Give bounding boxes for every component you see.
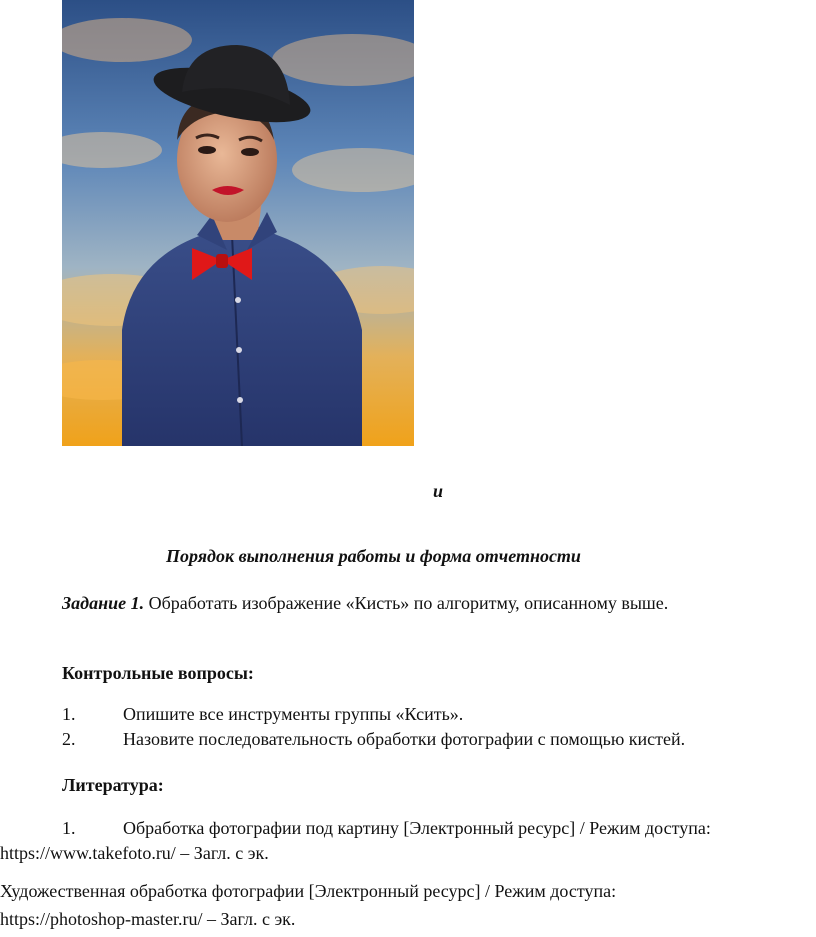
question-text: Опишите все инструменты группы «Ксить». [123, 704, 464, 724]
questions-heading: Контрольные вопросы: [62, 663, 254, 683]
portrait-photo [62, 0, 414, 446]
literature-item-text: Художественная обработка фотографии [Электронный ресурс] / Режим доступа: [0, 881, 617, 901]
literature-item-text: Обработка фотографии под картину [Электронный ресурс] / Режим доступа: [123, 818, 711, 838]
image-caption: и [433, 481, 444, 501]
literature-item-number: 1. [62, 818, 76, 838]
literature-item-link[interactable]: https://www.takefoto.ru/ – Загл. с эк. [0, 843, 269, 863]
question-number: 2. [62, 729, 76, 749]
literature-heading: Литература: [62, 775, 164, 795]
task-text: Обработать изображение «Кисть» по алгоритму, описанному выше. [144, 593, 669, 613]
task-label: Задание 1. [62, 593, 145, 613]
task-paragraph [62, 593, 668, 614]
literature-item-link[interactable]: https://photoshop-master.ru/ – Загл. с эк. [0, 909, 296, 929]
question-text: Назовите последовательность обработки фотографии с помощью кистей. [123, 729, 686, 749]
question-number: 1. [62, 704, 76, 724]
section-heading: Порядок выполнения работы и форма отчетности [166, 546, 581, 566]
